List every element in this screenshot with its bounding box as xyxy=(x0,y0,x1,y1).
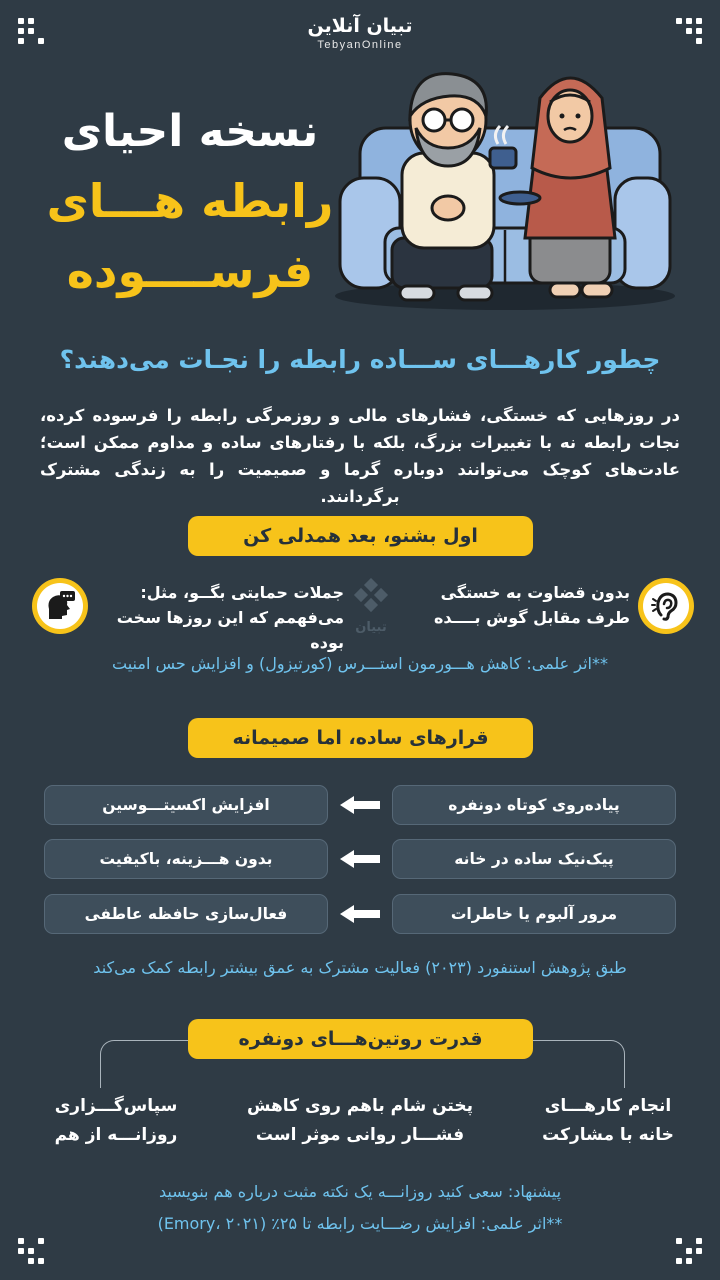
tebyan-watermark-text: تبیان xyxy=(355,620,387,635)
corner-decoration-bottom-right xyxy=(676,1238,702,1264)
date-idea-photo-album: مرور آلبوم یا خاطرات xyxy=(392,894,676,934)
routine-dinner-line-1: پختن شام باهم روی کاهش xyxy=(246,1096,473,1116)
section-1-heading: اول بشنو، بعد همدلی کن xyxy=(188,516,533,556)
routine-dinner-line-2: فشـــار روانی موثر است xyxy=(255,1125,465,1145)
arrow-left-icon xyxy=(338,794,382,816)
tip-listen-without-judgment xyxy=(420,580,630,630)
benefit-no-cost: بدون هـــزینه، باکیفیت xyxy=(44,839,328,879)
routine-daily-gratitude xyxy=(36,1092,196,1150)
page-title-line-1: نسخه احیای xyxy=(61,106,319,157)
benefit-oxytocin: افزایش اکسیتـــوسین xyxy=(44,785,328,825)
brand-logo xyxy=(0,14,720,52)
arrow-left-icon xyxy=(338,848,382,870)
routine-gratitude-line-2: روزانـــه از هم xyxy=(54,1125,178,1145)
speaking-head-icon xyxy=(32,578,88,634)
page-title-line-2: رابطه هـــای xyxy=(46,174,334,228)
section-2-research-note: طبق پژوهش استنفورد (۲۰۲۳) فعالیت مشترک به عمق بیشتر رابطه کمک می‌کند xyxy=(93,958,627,977)
section-3-science-note: **اثر علمی: افزایش رضـــایت رابطه تا ۲۵٪ (Emory، ۲۰۲۱) xyxy=(157,1214,563,1233)
page-title-line-3: فرســــوده xyxy=(66,244,314,298)
date-idea-home-picnic: پیک‌نیک ساده در خانه xyxy=(392,839,676,879)
brand-logo-latin: TebyanOnline xyxy=(317,39,403,51)
section-subtitle: چطور کارهـــای ســـاده رابطه را نجـات می‌دهند؟ xyxy=(59,345,661,374)
corner-decoration-bottom-left xyxy=(18,1238,44,1264)
intro-paragraph: در روزهایی که خستگی، فشارهای مالی و روزمرگی رابطه را فرسوده کرده، نجات رابطه نه با تغییرات بزرگ، بلکه با رفتارهای ساده و مداوم ممکن است؛ عادت‌های کوچک می‌توانند دوباره گرما و صمیمیت را به زندگی مشترک برگردانند. xyxy=(40,406,680,506)
brand-logo-persian: تبیان آنلاین xyxy=(307,15,413,37)
routine-shared-chores xyxy=(528,1092,688,1150)
section-3-suggestion: پیشنهاد: سعی کنید روزانـــه یک نکته مثبت درباره هم بنویسید xyxy=(158,1182,562,1201)
benefit-emotional-memory: فعال‌سازی حافظه عاطفی xyxy=(44,894,328,934)
date-idea-short-walk: پیاده‌روی کوتاه دونفره xyxy=(392,785,676,825)
routine-chores-line-1: انجام کارهـــای xyxy=(544,1096,672,1116)
section-2-heading: قرارهای ساده، اما صمیمانه xyxy=(188,718,533,758)
tip-supportive-phrases xyxy=(94,580,344,655)
tip-listen-line-1: بدون قضاوت به خستگی xyxy=(440,583,630,602)
arrow-left-icon xyxy=(338,903,382,925)
section-3-heading: قدرت روتین‌هـــای دونفره xyxy=(188,1019,533,1059)
listening-ear-icon xyxy=(638,578,694,634)
tip-supportive-line-2: می‌فهمم که این روزها سخت بوده xyxy=(116,608,344,652)
tired-couple-on-sofa-illustration xyxy=(330,58,675,313)
routine-chores-line-2: خانه با مشارکت xyxy=(542,1125,674,1145)
tip-supportive-line-1: جملات حمایتی بگــو، مثل: xyxy=(140,583,344,602)
tebyan-watermark-icon xyxy=(350,578,392,620)
tip-listen-line-2: طرف مقابل گوش بــــده xyxy=(433,608,630,627)
routine-cook-dinner-together xyxy=(235,1092,485,1150)
section-1-science-note: **اثر علمی: کاهش هـــورمون استـــرس (کورتیزول) و افزایش حس امنیت xyxy=(112,654,608,673)
routine-gratitude-line-1: سپاس‌گـــزاری xyxy=(54,1096,178,1116)
